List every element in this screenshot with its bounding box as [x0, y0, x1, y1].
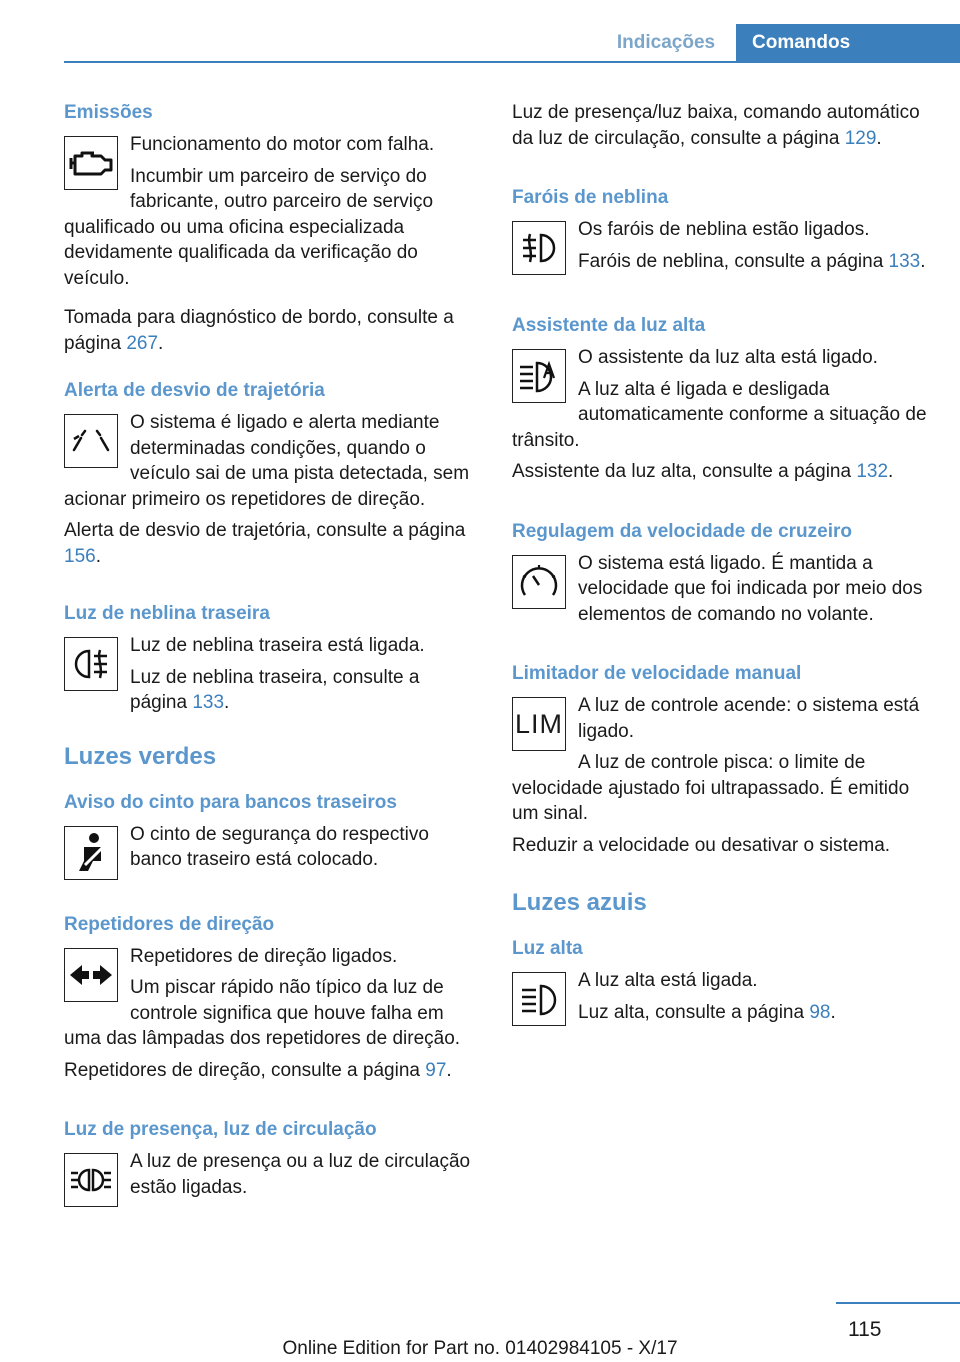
section-title-cinto: Aviso do cinto para bancos traseiros: [64, 791, 397, 813]
presenca-text-1: A luz de presença ou a luz de circulação estão ligadas.: [130, 1151, 471, 1198]
rear-fog-light-icon: [64, 637, 118, 691]
speed-limiter-icon-text: LIM: [514, 708, 563, 739]
page-link-129[interactable]: 129: [844, 127, 877, 149]
turn-signal-arrows-icon: [64, 948, 118, 1002]
assistente-text-1: O assistente da luz alta está ligado.: [578, 347, 878, 368]
front-fog-light-icon: [512, 221, 566, 275]
edition-footer: Online Edition for Part no. 01402984105 - X/17: [282, 1338, 678, 1359]
header-rule: [64, 61, 960, 63]
neblina-traseira-text-2: [64, 665, 474, 716]
section-title-assistente: Assistente da luz alta: [512, 315, 706, 336]
high-beam-icon: [512, 972, 566, 1026]
section-title-cruzeiro: Regulagem da velocidade de cruzeiro: [512, 520, 852, 542]
section-title-neblina-traseira: Luz de neblina traseira: [64, 603, 270, 624]
right-intro-text: [512, 100, 932, 151]
farois-neblina-text-2: [512, 249, 932, 275]
speed-limiter-icon: [512, 697, 566, 751]
section-title-luz-alta: Luz alta: [512, 938, 583, 959]
page-link-267[interactable]: 267: [126, 332, 159, 354]
right-column: [512, 100, 932, 1030]
page-link-133-right[interactable]: 133: [888, 250, 921, 272]
desvio-text-1: O sistema é ligado e alerta mediante determinadas condições, quando o veículo sai de uma pista detectada, sem acionar primeiro os repetidores de direção.: [64, 412, 470, 510]
luz-alta-text-2: [512, 1000, 932, 1026]
repetidores-text-1: Repetidores de direção ligados.: [130, 945, 398, 967]
page-link-97[interactable]: 97: [425, 1059, 447, 1081]
luz-alta-text-1: A luz alta está ligada.: [578, 970, 758, 991]
cruzeiro-text-1: O sistema está ligado. É mantida a velocidade que foi indicada por meio dos elementos de comando no volante.: [578, 552, 923, 625]
page-link-98[interactable]: 98: [809, 1001, 831, 1023]
repetidores-text-2: Um piscar rápido não típico da luz de controle significa que houve falha em uma das lâmpadas dos repetidores de direção.: [64, 977, 461, 1049]
repetidores-ref-end: .: [446, 1059, 452, 1081]
header-tab-indicacoes[interactable]: Indicações: [616, 32, 716, 53]
page-link-156[interactable]: 156: [64, 545, 96, 567]
luz-alta-ref-text: Luz alta, consulte a página: [578, 1001, 810, 1023]
section-title-repetidores: Repetidores de direção: [64, 913, 275, 935]
emissoes-text-1: Funcionamento do motor com falha.: [130, 134, 435, 155]
emissoes-ref-end: .: [158, 332, 164, 354]
cinto-text-1: O cinto de segurança do respectivo banco traseiro está colocado.: [130, 823, 429, 870]
intro-ref-end: .: [876, 127, 882, 149]
page-link-133[interactable]: 133: [192, 692, 225, 713]
assistente-text-2: A luz alta é ligada e desligada automaticamente conforme a situação de trânsito.: [512, 378, 927, 451]
limitador-text-3: Reduzir a velocidade ou desativar o sistema.: [512, 834, 891, 856]
neblina-traseira-ref-end: .: [224, 692, 230, 713]
farois-neblina-ref-text: Faróis de neblina, consulte a página: [578, 250, 889, 272]
page-number: 115: [848, 1318, 882, 1341]
emissoes-text-3: [64, 305, 474, 356]
farois-neblina-text-1: Os faróis de neblina estão ligados.: [578, 219, 870, 240]
section-title-desvio: Alerta de desvio de trajetória: [64, 380, 325, 401]
footer-rule: [836, 1302, 960, 1304]
section-heading-luzes-azuis: Luzes azuis: [512, 889, 647, 916]
section-title-emissoes: Emissões: [64, 102, 153, 123]
assistente-text-3: [512, 459, 932, 485]
seatbelt-icon: [64, 826, 118, 880]
intro-ref-text: Luz de presença/luz baixa, comando automático da luz de circulação, consulte a página: [512, 102, 920, 149]
section-title-presenca: Luz de presença, luz de circulação: [64, 1119, 377, 1140]
left-column: [64, 100, 474, 1211]
section-heading-luzes-verdes: Luzes verdes: [64, 742, 217, 770]
repetidores-text-3: [64, 1058, 474, 1084]
desvio-ref-text: Alerta de desvio de trajetória, consulte a página: [64, 520, 466, 541]
emissoes-text-2: Incumbir um parceiro de serviço do fabricante, outro parceiro de serviço qualificado ou uma oficina especializada devidamente qualificada da verificação do veículo.: [64, 165, 434, 289]
limitador-text-1: A luz de controle acende: o sistema está ligado.: [578, 695, 920, 742]
farois-neblina-ref-end: .: [920, 250, 926, 272]
assistente-ref-text: Assistente da luz alta, consulte a página: [512, 461, 857, 482]
limitador-text-2: A luz de controle pisca: o limite de velocidade ajustado foi ultrapassado. É emitido um sinal.: [512, 752, 910, 824]
desvio-ref-end: .: [95, 545, 101, 567]
section-title-limitador: Limitador de velocidade manual: [512, 663, 802, 684]
section-title-farois-neblina: Faróis de neblina: [512, 187, 669, 208]
emissoes-ref-text: Tomada para diagnóstico de bordo, consulte a página: [64, 307, 454, 354]
desvio-text-2: [64, 518, 474, 569]
luz-alta-ref-end: .: [830, 1001, 836, 1023]
neblina-traseira-text-1: Luz de neblina traseira está ligada.: [130, 635, 425, 656]
repetidores-ref-text: Repetidores de direção, consulte a página: [64, 1059, 426, 1081]
engine-check-icon: [64, 136, 118, 190]
page-link-132[interactable]: 132: [856, 461, 889, 482]
lane-departure-icon: [64, 414, 118, 468]
cruise-control-icon: [512, 555, 566, 609]
neblina-traseira-ref-text: Luz de neblina traseira, consulte a página: [130, 666, 420, 713]
high-beam-assist-icon: [512, 349, 566, 403]
parking-light-icon: [64, 1153, 118, 1207]
assistente-ref-end: .: [888, 461, 894, 482]
header-tab-comandos[interactable]: Comandos: [736, 24, 960, 62]
